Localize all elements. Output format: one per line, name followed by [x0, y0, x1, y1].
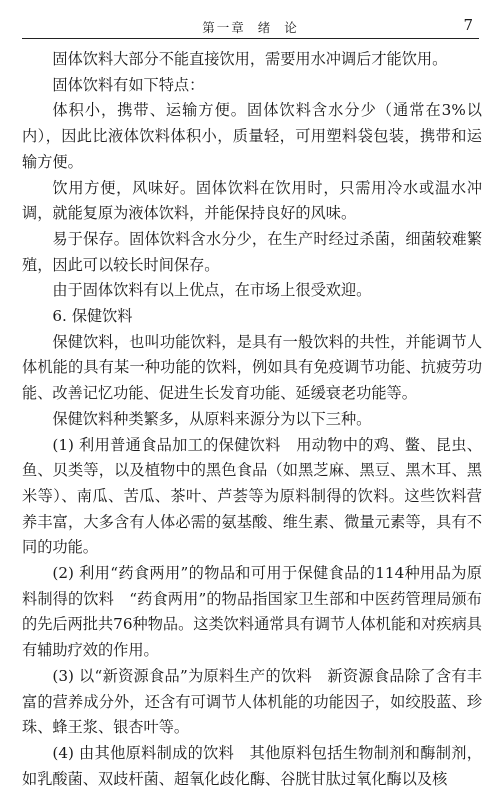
paragraph: 保健饮料种类繁多，从原料来源分为以下三种。	[52, 409, 372, 428]
section-heading: 6. 保健饮料	[52, 307, 133, 326]
chapter-title	[22, 18, 479, 36]
list-item: (1) 利用普通食品加工的保健饮料 用动物中的鸡、鳖、昆虫、鱼、贝类等，以及植物中的黑色食品（如黑芝麻、黑豆、黑木耳、黑米等）、南瓜、苦瓜、茶叶、芦荟等为原料制得的饮料。这些饮料营养丰富，大多含有人体必需的氨基酸、维生素、微量元素等，具有不同的功能。	[22, 435, 482, 557]
list-item: (2) 利用“药食两用”的物品和可用于保健食品的114种用品为原料制得的饮料 “药食两用”的物品指国家卫生部和中医药管理局颁布的先后两批共76种物品。这类饮料通常具有调节人体机能和对疾病具有辅助疗效的作用。	[22, 564, 482, 660]
running-header	[22, 8, 479, 39]
chapter-title-char-1: 绪	[257, 20, 273, 35]
chapter-number: 第一章	[202, 20, 246, 35]
paragraph: 固体饮料有如下特点：	[52, 75, 205, 94]
page-number: 7	[463, 16, 473, 34]
paragraph: 保健饮料，也叫功能饮料，是具有一般饮料的共性，并能调节人体机能的具有某一种功能的饮料，例如具有免疫调节功能、抗疲劳功能、改善记忆功能、促进生长发育功能、延缓衰老功能等。	[22, 332, 482, 403]
chapter-title-char-2: 论	[284, 20, 299, 35]
list-item: (4) 由其他原料制成的饮料 其他原料包括生物制剂和酶制剂，如乳酸菌、双歧杆菌、超氧化歧化酶、谷胱甘肽过氧化酶以及核	[22, 743, 482, 788]
paragraph: 易于保存。固体饮料含水分少，在生产时经过杀菌，细菌较难繁殖，因此可以较长时间保存。	[22, 229, 482, 274]
paragraph: 固体饮料大部分不能直接饮用，需要用水冲调后才能饮用。	[52, 50, 448, 68]
body-text	[22, 47, 482, 792]
paragraph: 饮用方便，风味好。固体饮料在饮用时，只需用冷水或温水冲调，就能复原为液体饮料，并能保持良好的风味。	[22, 178, 482, 223]
paragraph: 由于固体饮料有以上优点，在市场上很受欢迎。	[52, 281, 372, 300]
paragraph: 体积小，携带、运输方便。固体饮料含水分少（通常在3%以内），因此比液体饮料体积小，质量轻，可用塑料袋包装，携带和运输方便。	[22, 101, 482, 171]
list-item: (3) 以“新资源食品”为原料生产的饮料 新资源食品除了含有丰富的营养成分外，还含有可调节人体机能的功能因子，如绞股蓝、珍珠、蜂王浆、银杏叶等。	[22, 666, 482, 737]
